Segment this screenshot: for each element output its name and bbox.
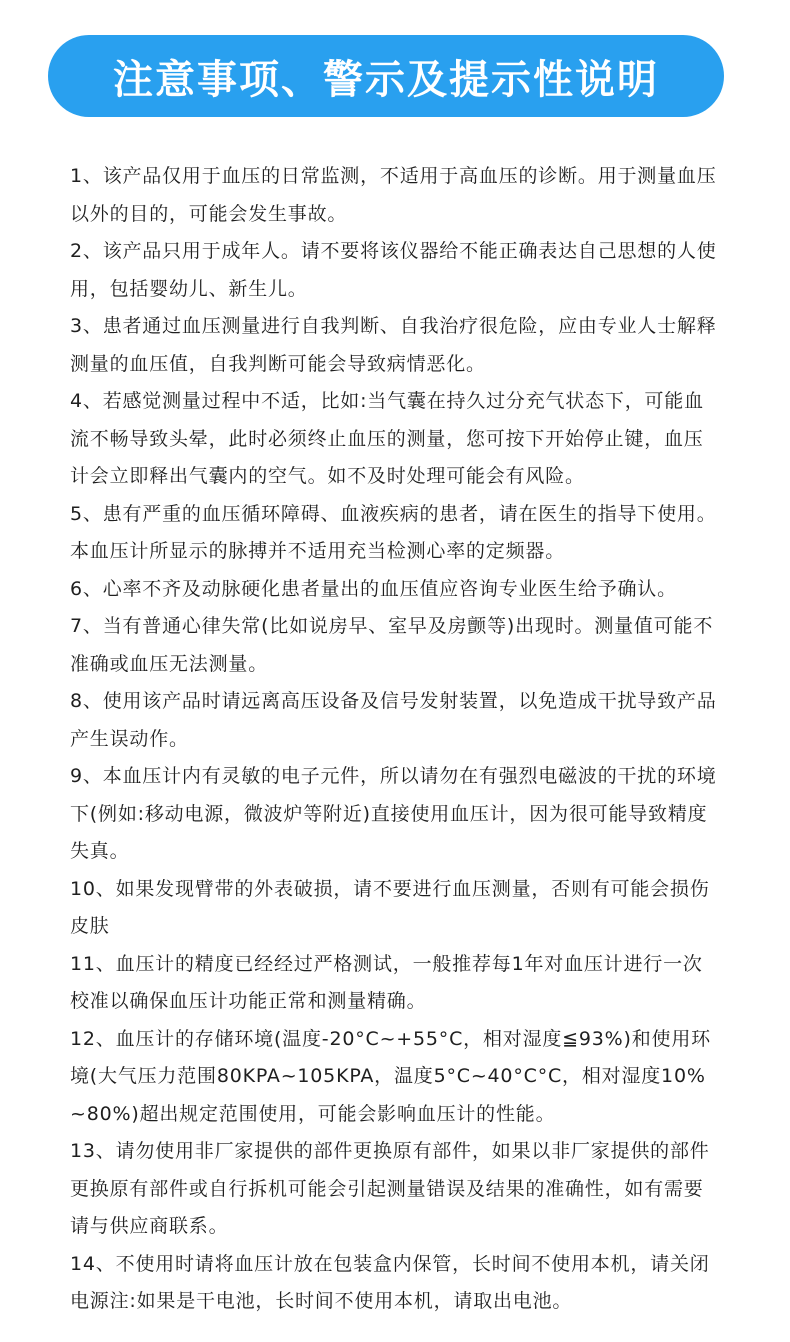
note-item-14: 14、不使用时请将血压计放在包装盒内保管，长时间不使用本机，请关闭电源注:如果是干电池，长时间不使用本机，请取出电池。 <box>70 1252 710 1312</box>
note-item-6: 6、心率不齐及动脉硬化患者量出的血压值应咨询专业医生给予确认。 <box>70 577 677 600</box>
page-title: 注意事项、警示及提示性说明 <box>113 56 659 103</box>
note-item-9: 9、本血压计内有灵敏的电子元件，所以请勿在有强烈电磁波的干扰的环境下(例如:移动电源，微波炉等附近)直接使用血压计，因为很可能导致精度失真。 <box>70 765 717 862</box>
note-item-2: 2、该产品只用于成年人。请不要将该仪器给不能正确表达自己思想的人使用，包括婴幼儿、新生儿。 <box>70 240 717 300</box>
note-item-7: 7、当有普通心律失常(比如说房早、室早及房颤等)出现时。测量值可能不准确或血压无法测量。 <box>70 615 714 675</box>
title-banner <box>48 35 724 117</box>
note-item-10: 10、如果发现臂带的外表破损，请不要进行血压测量，否则有可能会损伤皮肤 <box>70 877 710 937</box>
note-item-8: 8、使用该产品时请远离高压设备及信号发射装置，以免造成干扰导致产品产生误动作。 <box>70 690 717 750</box>
note-item-3: 3、患者通过血压测量进行自我判断、自我治疗很危险，应由专业人士解释测量的血压值，自我判断可能会导致病情恶化。 <box>70 315 717 375</box>
note-item-5: 5、患有严重的血压循环障碍、血液疾病的患者，请在医生的指导下使用。本血压计所显示的脉搏并不适用充当检测心率的定频器。 <box>70 502 717 562</box>
note-item-1: 1、该产品仅用于血压的日常监测，不适用于高血压的诊断。用于测量血压以外的目的，可能会发生事故。 <box>70 165 717 225</box>
note-item-12: 12、血压计的存储环境(温度-20°C~+55°C，相对湿度≦93%)和使用环境(大气压力范围80KPA~105KPA，温度5°C~40°C°C，相对湿度10%~80%)超出规定范围使用，可能会影响血压计的性能。 <box>70 1027 711 1125</box>
notes-list <box>70 158 720 1321</box>
note-item-4: 4、若感觉测量过程中不适，比如:当气囊在持久过分充气状态下，可能血流不畅导致头晕，此时必须终止血压的测量，您可按下开始停止键，血压计会立即释出气囊内的空气。如不及时处理可能会有风险。 <box>70 390 704 487</box>
note-item-11: 11、血压计的精度已经经过严格测试，一般推荐每1年对血压计进行一次校准以确保血压计功能正常和测量精确。 <box>70 952 703 1012</box>
note-item-13: 13、请勿使用非厂家提供的部件更换原有部件，如果以非厂家提供的部件更换原有部件或自行拆机可能会引起测量错误及结果的准确性，如有需要请与供应商联系。 <box>70 1140 710 1237</box>
